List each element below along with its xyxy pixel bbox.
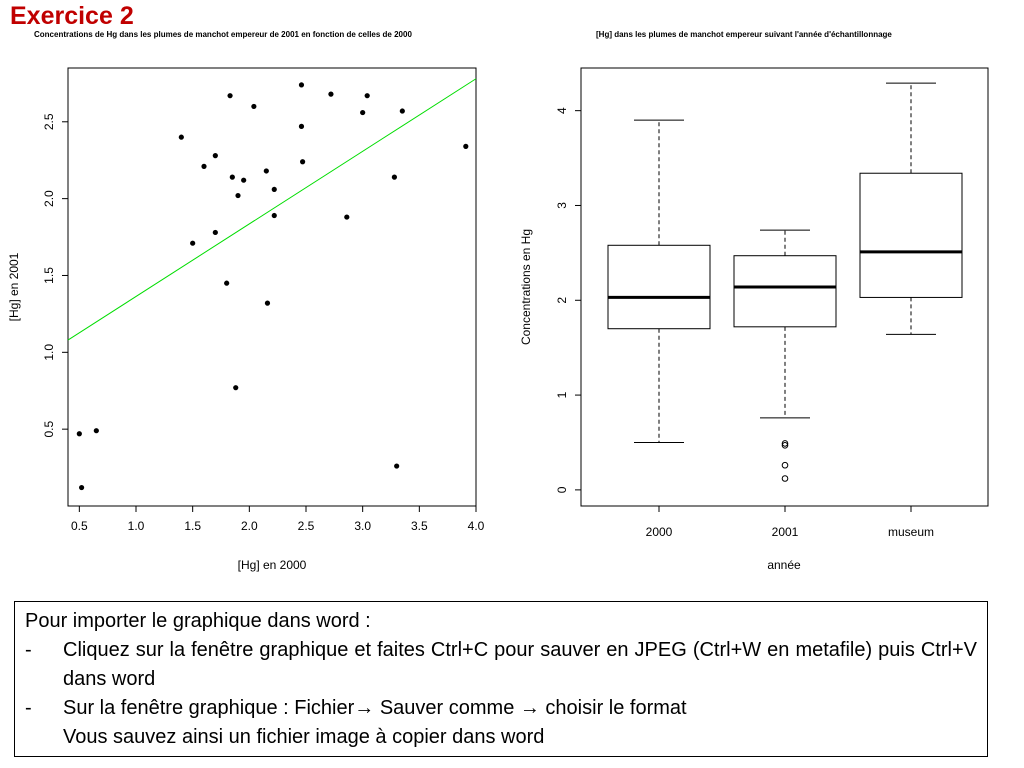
boxplot-x-axis bbox=[646, 506, 934, 539]
instructions-bullet-1 bbox=[25, 636, 977, 694]
continuation-text: Vous sauvez ainsi un fichier image à copier dans word bbox=[63, 726, 545, 748]
boxplot-chart bbox=[519, 68, 988, 572]
scatter-point bbox=[400, 108, 405, 113]
scatter-point bbox=[463, 144, 468, 149]
boxplot-x-axis-label: année bbox=[767, 558, 801, 572]
scatter-x-axis-label: [Hg] en 2000 bbox=[237, 558, 307, 572]
boxplot-box-museum bbox=[860, 83, 962, 334]
scatter-point bbox=[94, 428, 99, 433]
boxplot-y-axis bbox=[555, 107, 581, 493]
boxplot-x-tick-label: 2001 bbox=[771, 525, 799, 539]
bullet-text: Cliquez sur la fenêtre graphique et faites Ctrl+C pour sauver en JPEG (Ctrl+W en metafile) puis Ctrl+V dans word bbox=[63, 639, 977, 690]
scatter-point bbox=[241, 178, 246, 183]
scatter-x-axis bbox=[71, 506, 485, 533]
scatter-point bbox=[251, 104, 256, 109]
scatter-y-tick-label: 2.0 bbox=[42, 190, 57, 207]
scatter-x-tick-label: 2.0 bbox=[240, 519, 258, 533]
scatter-x-tick-label: 3.0 bbox=[354, 519, 372, 533]
boxplot-x-tick-label: museum bbox=[887, 525, 935, 539]
interquartile-box bbox=[860, 173, 962, 297]
scatter-point bbox=[365, 93, 370, 98]
scatter-x-tick-label: 2.5 bbox=[297, 519, 315, 533]
scatter-point bbox=[264, 168, 269, 173]
scatter-y-tick-label: 2.5 bbox=[42, 113, 57, 131]
scatter-point bbox=[344, 214, 349, 219]
boxplot-y-axis-label: Concentrations en Hg bbox=[519, 228, 533, 346]
scatter-y-axis-label: [Hg] en 2001 bbox=[7, 252, 21, 322]
instructions-intro: Pour importer le graphique dans word : bbox=[25, 610, 371, 632]
scatter-x-tick-label: 0.5 bbox=[70, 519, 88, 533]
interquartile-box bbox=[608, 245, 710, 328]
scatter-point bbox=[227, 93, 232, 98]
scatter-points bbox=[77, 82, 469, 490]
scatter-x-tick-label: 3.5 bbox=[410, 519, 428, 533]
scatter-point bbox=[230, 175, 235, 180]
boxplot-box-2001 bbox=[734, 230, 836, 481]
scatter-point bbox=[300, 159, 305, 164]
boxplot-y-tick-label: 0 bbox=[555, 486, 570, 494]
boxplot-y-tick-label: 2 bbox=[555, 296, 570, 304]
scatter-x-tick-label: 4.0 bbox=[467, 519, 485, 533]
scatter-point bbox=[392, 175, 397, 180]
scatter-plot-frame bbox=[68, 68, 476, 506]
scatter-regression-line bbox=[68, 79, 476, 340]
scatter-point bbox=[299, 82, 304, 87]
scatter-point bbox=[360, 110, 365, 115]
scatter-y-axis bbox=[42, 113, 68, 437]
bullet-text: Sur la fenêtre graphique : Fichier→ Sauver comme → choisir le format bbox=[63, 697, 687, 719]
bullet-marker: - bbox=[25, 639, 32, 661]
scatter-point bbox=[235, 193, 240, 198]
boxplot-y-tick-label: 4 bbox=[555, 107, 570, 115]
scatter-x-tick-label: 1.5 bbox=[184, 519, 202, 533]
scatter-y-tick-label: 1.0 bbox=[42, 343, 57, 361]
outlier-point bbox=[782, 462, 788, 468]
boxplot-boxes bbox=[608, 83, 962, 481]
scatter-point bbox=[179, 135, 184, 140]
scatter-x-tick-label: 1.0 bbox=[127, 519, 145, 533]
scatter-y-tick-label: 0.5 bbox=[42, 420, 57, 438]
scatter-regression-line-group bbox=[68, 79, 476, 340]
scatter-point bbox=[233, 385, 238, 390]
scatter-chart-title: Concentrations de Hg dans les plumes de manchot empereur de 2001 en fonction de celles de 2000 bbox=[34, 30, 412, 39]
scatter-point bbox=[79, 485, 84, 490]
boxplot-x-tick-label: 2000 bbox=[645, 525, 673, 539]
interquartile-box bbox=[734, 256, 836, 327]
scatter-point bbox=[272, 213, 277, 218]
scatter-point bbox=[77, 431, 82, 436]
scatter-point bbox=[265, 301, 270, 306]
boxplot-y-tick-label: 3 bbox=[555, 202, 570, 209]
scatter-point bbox=[299, 124, 304, 129]
boxplot-chart-title: [Hg] dans les plumes de manchot empereur suivant l'année d'échantillonnage bbox=[596, 30, 892, 39]
scatter-point bbox=[328, 92, 333, 97]
scatter-y-tick-label: 1.5 bbox=[42, 267, 57, 284]
boxplot-box-2000 bbox=[608, 120, 710, 442]
scatter-point bbox=[201, 164, 206, 169]
scatter-point bbox=[213, 153, 218, 158]
instructions-box bbox=[14, 601, 988, 757]
scatter-point bbox=[224, 281, 229, 286]
scatter-point bbox=[190, 241, 195, 246]
boxplot-y-tick-label: 1 bbox=[555, 391, 570, 399]
instructions-continuation bbox=[25, 723, 977, 752]
outlier-point bbox=[782, 476, 788, 482]
scatter-point bbox=[394, 463, 399, 468]
scatter-point bbox=[272, 187, 277, 192]
bullet-marker: - bbox=[25, 697, 32, 719]
scatter-point bbox=[213, 230, 218, 235]
instructions-bullet-2 bbox=[25, 694, 977, 723]
slide-title: Exercice 2 bbox=[10, 2, 134, 30]
scatter-chart bbox=[7, 68, 485, 572]
